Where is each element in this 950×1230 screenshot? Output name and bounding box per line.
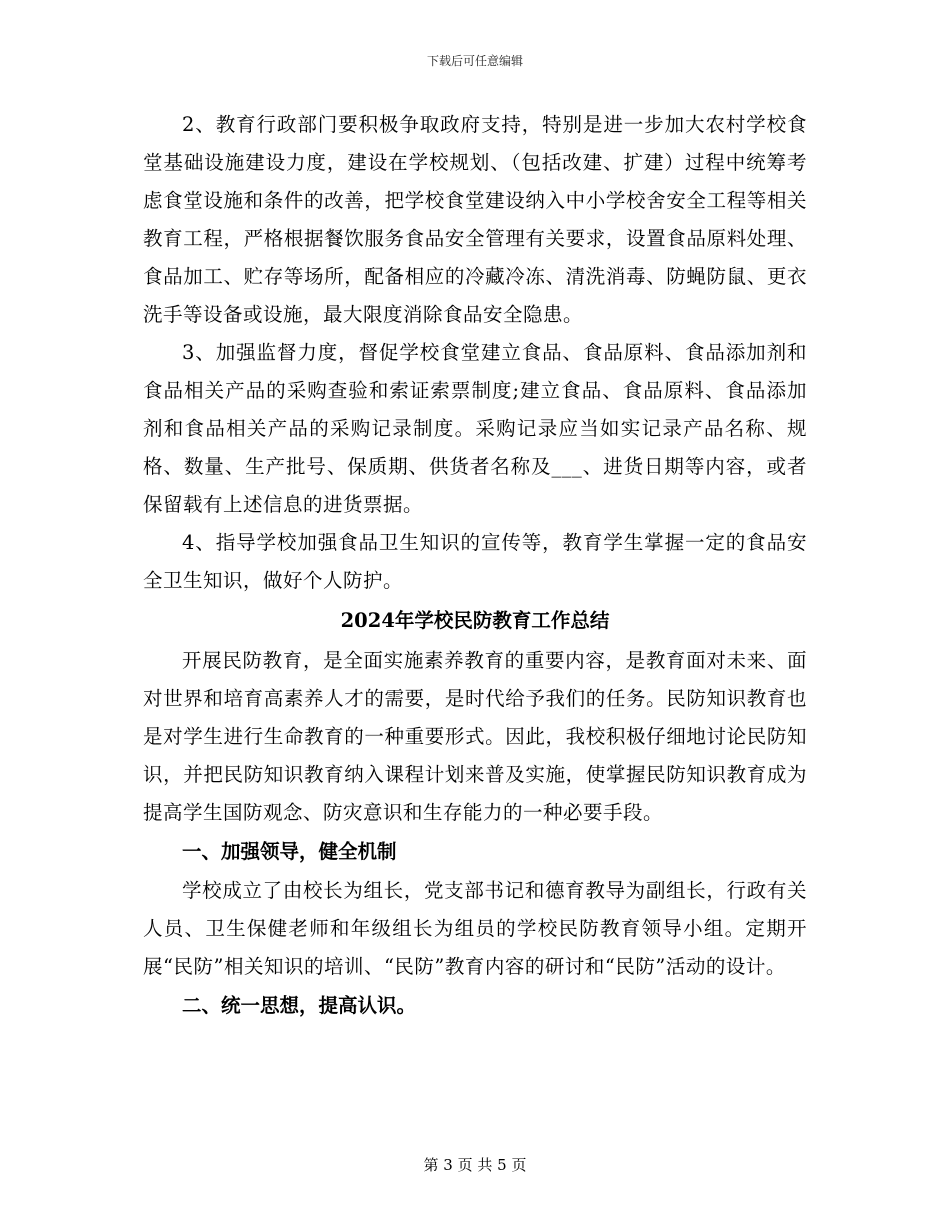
leadership-paragraph: 学校成立了由校长为组长，党支部书记和德育教导为副组长，行政有关人员、卫生保健老师和年级组长为组员的学校民防教育领导小组。定期开展“民防”相关知识的培训、“民防”教育内容的研讨和“民防”活动的设计。 bbox=[143, 879, 807, 978]
heading-leadership: 一、加强领导，健全机制 bbox=[182, 840, 397, 863]
page-number-footer: 第 3 页 共 5 页 bbox=[423, 1156, 527, 1174]
paragraph-item-4: 4、指导学校加强食品卫生知识的宣传等，教育学生掌握一定的食品安全卫生知识，做好个人防护。 bbox=[143, 531, 807, 592]
intro-paragraph: 开展民防教育，是全面实施素养教育的重要内容，是教育面对未来、面对世界和培育高素养人才的需要，是时代给予我们的任务。民防知识教育也是对学生进行生命教育的一种重要形式。因此，我校积极仔细地讨论民防知识，并把民防知识教育纳入课程计划来普及实施，使掌握民防知识教育成为提高学生国防观念、防灾意识和生存能力的一种必要手段。 bbox=[143, 649, 807, 824]
paragraph-item-2: 2、教育行政部门要积极争取政府支持，特别是进一步加大农村学校食堂基础设施建设力度，建设在学校规划、（包括改建、扩建）过程中统筹考虑食堂设施和条件的改善，把学校食堂建设纳入中小学校舍安全工程等相关教育工程，严格根据餐饮服务食品安全管理有关要求，设置食品原料处理、食品加工、贮存等场所，配备相应的冷藏冷冻、清洗消毒、防蝇防鼠、更衣洗手等设备或设施，最大限度消除食品安全隐患。 bbox=[143, 113, 807, 326]
paragraph-item-3: 3、加强监督力度，督促学校食堂建立食品、食品原料、食品添加剂和食品相关产品的采购查验和索证索票制度;建立食品、食品原料、食品添加剂和食品相关产品的采购记录制度。采购记录应当如实记录产品名称、规格、数量、生产批号、保质期、供货者名称及___、进货日期等内容，或者保留载有上述信息的进货票据。 bbox=[143, 341, 807, 516]
document-body bbox=[143, 106, 807, 1026]
page-header: 下载后可任意编辑 bbox=[426, 54, 523, 68]
section-title: 2024年学校民防教育工作总结 bbox=[340, 609, 610, 632]
heading-unify-thinking: 二、统一思想，提高认识。 bbox=[182, 994, 417, 1017]
